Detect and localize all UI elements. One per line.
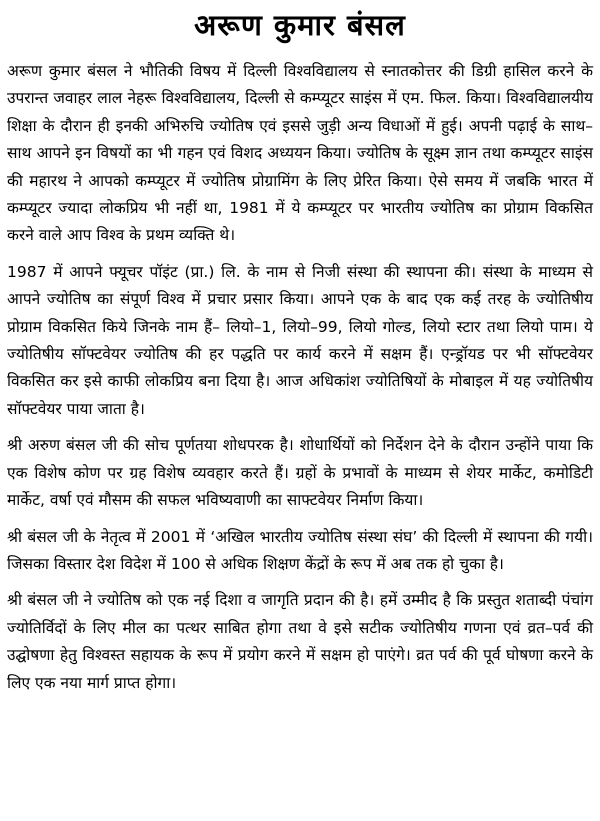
page-title: अरूण कुमार बंसल — [194, 8, 406, 42]
paragraph-sangh: श्री बंसल जी के नेतृत्व में 2001 में ‘अखिल भारतीय ज्योतिष संस्था संघ’ की दिल्ली में स्थापना की गयी। जिसका विस्तार देश विदेश में 100 से अधिक शिक्षण केंद्रों के रूप में अब तक हो चुका है। — [7, 527, 593, 573]
paragraph-research: श्री अरुण बंसल जी की सोच पूर्णतया शोधपरक है। शोधार्थियों को निर्देशन देने के दौरान उन्होंने पाया कि एक विशेष कोण पर ग्रह विशेष व्यवहार करते हैं। ग्रहों के प्रभावों के माध्यम से शेयर मार्केट, कमोडिटी मार्केट, वर्षा एवं मौसम की सफल भविष्यवाणी का साफ्टवेयर निर्माण किया। — [7, 436, 593, 510]
paragraph-future-point: 1987 में आपने फ्यूचर पॉइंट (प्रा.) लि. के नाम से निजी संस्था की स्थापना की। संस्था के माध्यम से आपने ज्योतिष का संपूर्ण विश्व में प्रचार प्रसार किया। आपने एक के बाद एक कई तरह के ज्योतिषीय प्रोग्राम विकसित किये जिनके नाम हैं– लियो–1, लियो–99, लियो गोल्ड, लियो स्टार तथा लियो पाम। ये ज्योतिषीय सॉफ्टवेयर ज्योतिष की हर पद्धति पर कार्य करने में सक्षम हैं। एन्ड्रॉयड पर भी सॉफ्टवेयर विकसित कर इसे काफी लोकप्रिय बना दिया है। आज अधिकांश ज्योतिषियों के मोबाइल में यह ज्योतिषीय सॉफ्टवेयर पाया जाता है। — [7, 262, 593, 418]
paragraph-biography-intro: अरूण कुमार बंसल ने भौतिकी विषय में दिल्ली विश्वविद्यालय से स्नातकोत्तर की डिग्री हासिल करने के उपरान्त जवाहर लाल नेहरू विश्वविद्यालय, दिल्ली से कम्प्यूटर साइंस में एम. फिल. किया। विश्वविद्यालयीय शिक्षा के दौरान ही इनकी अभिरुचि ज्योतिष एवं इससे जुड़ी अन्य विधाओं में हुई। अपनी पढ़ाई के साथ–साथ आपने इन विषयों का भी गहन एवं विशद अध्ययन किया। ज्योतिष के सूक्ष्म ज्ञान तथा कम्प्यूटर साइंस की महारथ ने आपको कम्प्यूटर में ज्योतिष प्रोग्रामिंग के लिए प्रेरित किया। ऐसे समय में जबकि भारत में कम्प्यूटर ज्यादा लोकप्रिय भी नहीं था, 1981 में ये कम्प्यूटर पर भारतीय ज्योतिष का प्रोग्राम विकसित करने वाले आप विश्व के प्रथम व्यक्ति थे। — [7, 62, 593, 245]
paragraph-conclusion: श्री बंसल जी ने ज्योतिष को एक नई दिशा व जागृति प्रदान की है। हमें उम्मीद है कि प्रस्तुत शताब्दी पंचांग ज्योतिर्विदों के लिए मील का पत्थर साबित होगा तथा वे इसे सटीक ज्योतिषीय गणना एवं व्रत–पर्व की उद्घोषणा हेतु विश्वस्त सहायक के रूप में प्रयोग करने में सक्षम हो पाएंगे। व्रत पर्व की पूर्व घोषणा करने के लिए एक नया मार्ग प्राप्त होगा। — [7, 591, 593, 692]
